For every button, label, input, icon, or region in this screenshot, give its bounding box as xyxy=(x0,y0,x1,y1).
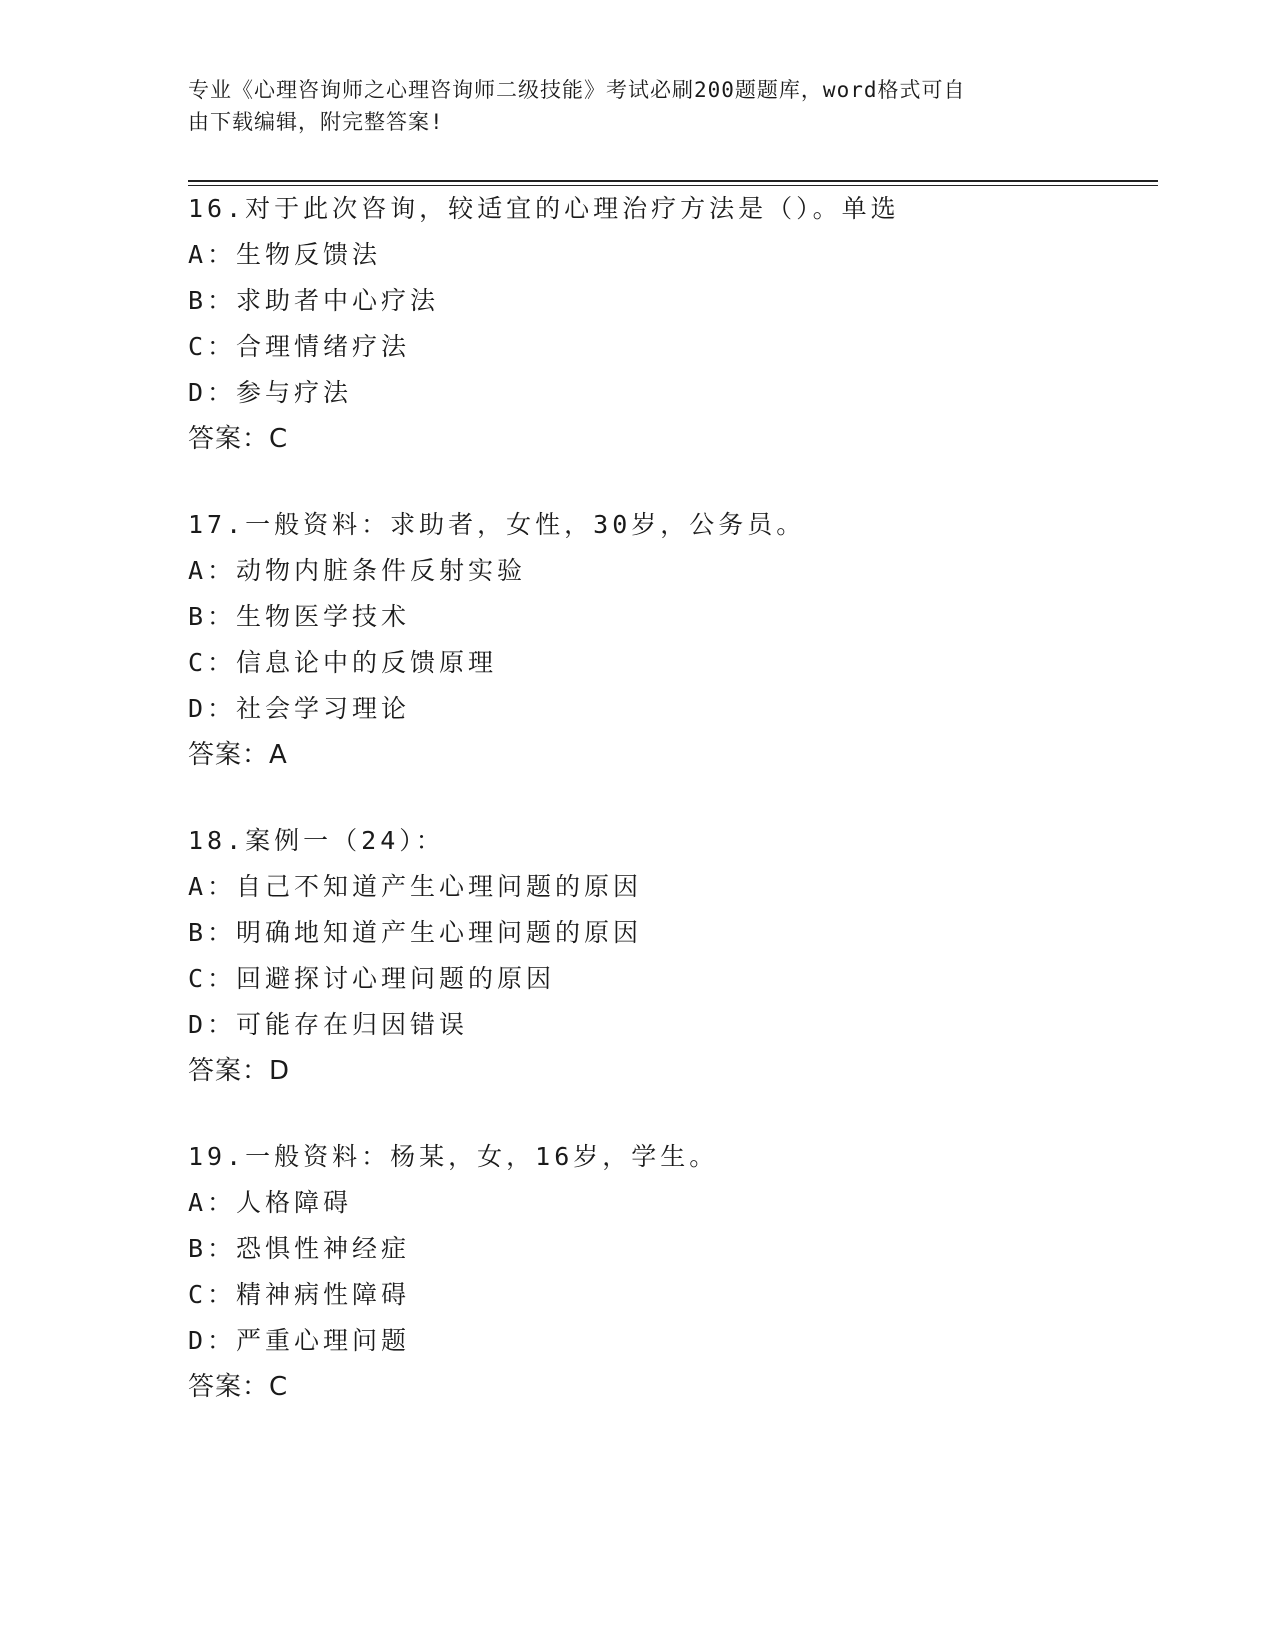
header-line-1: 专业《心理咨询师之心理咨询师二级技能》考试必刷200题题库，word格式可自 xyxy=(188,78,966,102)
question-16 xyxy=(188,186,1188,462)
option-c: C：精神病性障碍 xyxy=(188,1280,411,1309)
option-b: B：恐惧性神经症 xyxy=(188,1234,411,1263)
question-stem: 19.一般资料：杨某，女，16岁，学生。 xyxy=(188,1142,719,1171)
option-a: A：自己不知道产生心理问题的原因 xyxy=(188,872,643,901)
question-18 xyxy=(188,818,1188,1094)
option-c: C：信息论中的反馈原理 xyxy=(188,648,498,677)
option-d: D：参与疗法 xyxy=(188,378,353,407)
option-c: C：合理情绪疗法 xyxy=(188,332,411,361)
option-b: B：生物医学技术 xyxy=(188,602,411,631)
answer: 答案：C xyxy=(188,1372,289,1402)
header-line-2: 由下载编辑，附完整答案! xyxy=(188,110,444,134)
option-c: C：回避探讨心理问题的原因 xyxy=(188,964,556,993)
option-a: A：人格障碍 xyxy=(188,1188,353,1217)
question-stem: 17.一般资料：求助者，女性，30岁，公务员。 xyxy=(188,510,806,539)
option-a: A：生物反馈法 xyxy=(188,240,382,269)
answer: 答案：D xyxy=(188,1056,291,1086)
option-d: D：社会学习理论 xyxy=(188,694,411,723)
option-b: B：明确地知道产生心理问题的原因 xyxy=(188,918,643,947)
question-stem: 18.案例一（24）： xyxy=(188,826,445,855)
answer: 答案：C xyxy=(188,424,289,454)
question-17 xyxy=(188,502,1188,778)
question-19 xyxy=(188,1134,1188,1410)
document-header xyxy=(188,74,1088,138)
answer: 答案：A xyxy=(188,740,288,770)
option-a: A：动物内脏条件反射实验 xyxy=(188,556,527,585)
option-b: B：求助者中心疗法 xyxy=(188,286,440,315)
question-stem: 16.对于此次咨询，较适宜的心理治疗方法是（）。单选 xyxy=(188,194,900,223)
option-d: D：严重心理问题 xyxy=(188,1326,411,1355)
option-d: D：可能存在归因错误 xyxy=(188,1010,469,1039)
